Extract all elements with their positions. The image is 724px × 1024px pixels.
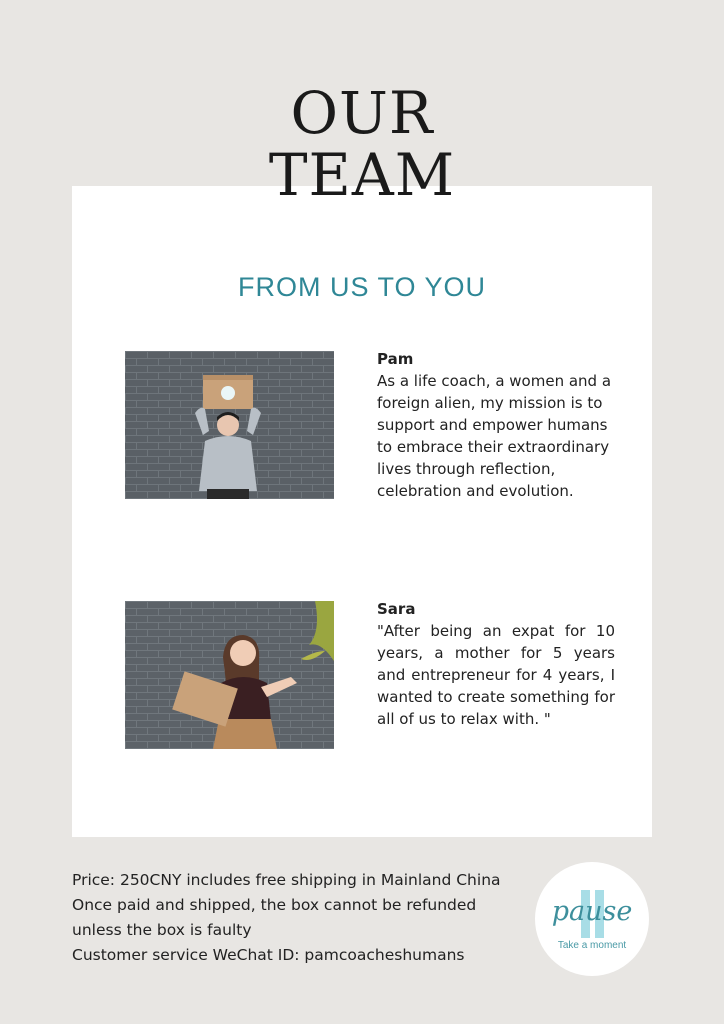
member-bio: "After being an expat for 10 years, a mother for 5 years and entrepreneur for 4 years, I wanted to create something for all of us to relax with. " [377, 622, 615, 728]
photo-pam [125, 351, 334, 499]
page-title [0, 79, 724, 209]
title-line-2: TEAM [268, 141, 456, 209]
logo-wordmark: pause [551, 896, 633, 927]
member-sara [377, 598, 615, 730]
footer-info [72, 868, 502, 968]
team-card [72, 186, 652, 837]
logo-tagline: Take a moment [557, 940, 627, 951]
member-name: Sara [377, 600, 416, 618]
member-bio: As a life coach, a women and a foreign alien, my mission is to support and empower humans to embrace their extraordinary lives through reflection, celebration and evolution. [377, 372, 612, 500]
refund-policy-text: Once paid and shipped, the box cannot be refunded unless the box is faulty [72, 896, 477, 939]
section-subtitle: FROM US TO YOU [237, 272, 487, 302]
member-pam [377, 348, 615, 502]
photo-sara [125, 601, 334, 749]
price-text: Price: 250CNY includes free shipping in Mainland China [72, 871, 501, 889]
title-line-1: OUR [290, 79, 434, 147]
pause-logo [535, 862, 649, 976]
customer-service-text: Customer service WeChat ID: pamcoacheshumans [72, 946, 465, 964]
member-name: Pam [377, 350, 414, 368]
